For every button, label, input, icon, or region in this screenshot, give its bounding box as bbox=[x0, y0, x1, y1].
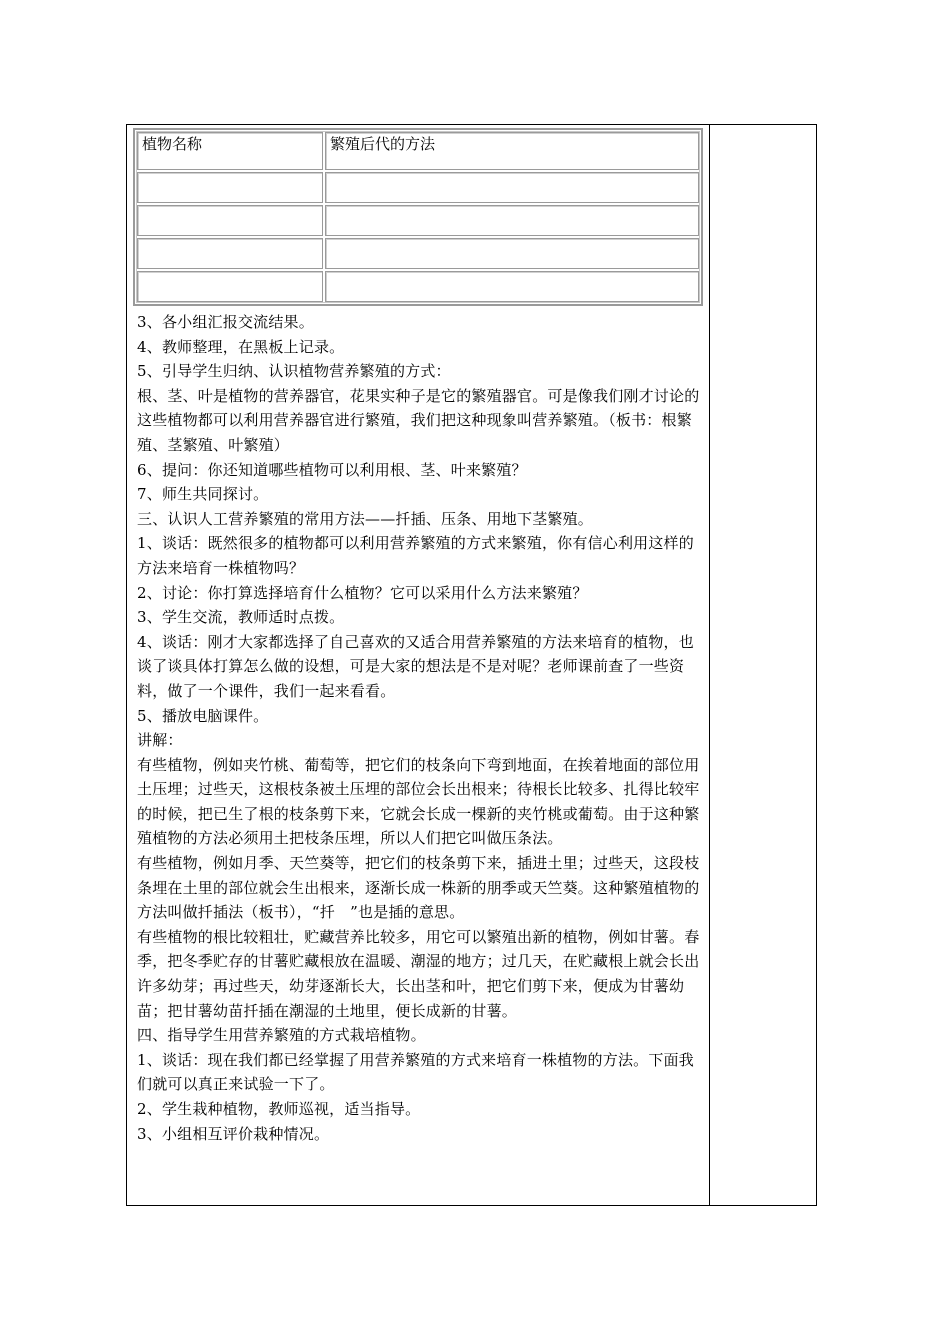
header-reproduction-method: 繁殖后代的方法 bbox=[325, 132, 699, 170]
section-heading: 三、认识人工营养繁殖的常用方法——扦插、压条、用地下茎繁殖。 bbox=[137, 509, 594, 528]
section-heading: 四、指导学生用营养繁殖的方式栽培植物。 bbox=[137, 1026, 426, 1045]
table-cell bbox=[325, 205, 699, 236]
paragraph: 4、谈话：刚才大家都选择了自己喜欢的又适合用营养繁殖的方法来培育的植物，也谈了谈具体打算怎么做的设想，可是大家的想法是不是对呢？老师课前查了一些资料，做了一个课件，我们一起来看看。 bbox=[137, 632, 694, 700]
table-cell bbox=[137, 238, 323, 269]
paragraph: 5、引导学生归纳、认识植物营养繁殖的方式： bbox=[137, 362, 451, 381]
header-plant-name: 植物名称 bbox=[137, 132, 323, 170]
paragraph: 2、学生栽种植物，教师巡视，适当指导。 bbox=[137, 1100, 421, 1118]
paragraph: 根、茎、叶是植物的营养器官，花果实种子是它的繁殖器官。可是像我们刚才讨论的这些植物都可以利用营养器官进行繁殖，我们把这种现象叫营养繁殖。（板书：根繁殖、茎繁殖、叶繁殖） bbox=[137, 386, 700, 454]
paragraph: 1、谈话：现在我们都已经掌握了用营养繁殖的方式来培育一株植物的方法。下面我们就可以真正来试验一下了。 bbox=[137, 1050, 694, 1094]
table-row bbox=[137, 271, 699, 302]
table-row bbox=[137, 172, 699, 203]
plant-reproduction-table bbox=[133, 128, 703, 306]
table-cell bbox=[325, 238, 699, 269]
paragraph: 3、小组相互评价栽种情况。 bbox=[137, 1124, 330, 1143]
paragraph: 讲解： bbox=[137, 731, 183, 750]
table-cell bbox=[137, 205, 323, 236]
notes-column bbox=[710, 125, 816, 1205]
lesson-body-text bbox=[137, 310, 705, 1146]
paragraph: 7、师生共同探讨。 bbox=[137, 485, 269, 504]
paragraph: 5、播放电脑课件。 bbox=[137, 706, 269, 725]
table-row bbox=[137, 238, 699, 269]
paragraph: 3、各小组汇报交流结果。 bbox=[137, 313, 314, 331]
table-cell bbox=[325, 172, 699, 203]
paragraph: 有些植物，例如夹竹桃、葡萄等，把它们的枝条向下弯到地面，在挨着地面的部位用土压埋；过些天，这根枝条被土压埋的部位会长出根来；待根长比较多、扎得比较牢的时候，把已生了根的枝条剪下来，它就会长成一棵新的夹竹桃或葡萄。由于这种繁殖植物的方法必须用土把枝条压埋，所以人们把它叫做压条法。 bbox=[137, 755, 700, 848]
paragraph: 有些植物的根比较粗壮，贮藏营养比较多，用它可以繁殖出新的植物，例如甘薯。春季，把冬季贮存的甘薯贮藏根放在温暖、潮湿的地方；过几天，在贮藏根上就会长出许多幼芽；再过些天，幼芽逐渐长大，长出茎和叶，把它们剪下来，便成为甘薯幼苗；把甘薯幼苗扦插在潮湿的土地里，便长成新的甘薯。 bbox=[137, 927, 700, 1020]
table-cell bbox=[325, 271, 699, 302]
paragraph: 6、提问：你还知道哪些植物可以利用根、茎、叶来繁殖？ bbox=[137, 460, 527, 479]
table-cell bbox=[137, 172, 323, 203]
table-cell bbox=[137, 271, 323, 302]
table-header-row bbox=[137, 132, 699, 170]
paragraph: 3、学生交流，教师适时点拨。 bbox=[137, 608, 345, 627]
lesson-plan-frame bbox=[126, 124, 817, 1206]
main-content-column bbox=[127, 125, 710, 1205]
paragraph: 1、谈话：既然很多的植物都可以利用营养繁殖的方式来繁殖，你有信心利用这样的方法来培育一株植物吗？ bbox=[137, 534, 694, 577]
paragraph: 2、讨论：你打算选择培育什么植物？它可以采用什么方法来繁殖？ bbox=[137, 583, 588, 602]
paragraph: 有些植物，例如月季、天竺葵等，把它们的枝条剪下来，插进土里；过些天，这段枝条埋在土里的部位就会生出根来，逐渐长成一株新的朋季或天竺葵。这种繁殖植物的方法叫做扦插法（板书），“扦 ”也是插的意思。 bbox=[137, 854, 700, 922]
table-row bbox=[137, 205, 699, 236]
paragraph: 4、教师整理，在黑板上记录。 bbox=[137, 337, 345, 356]
